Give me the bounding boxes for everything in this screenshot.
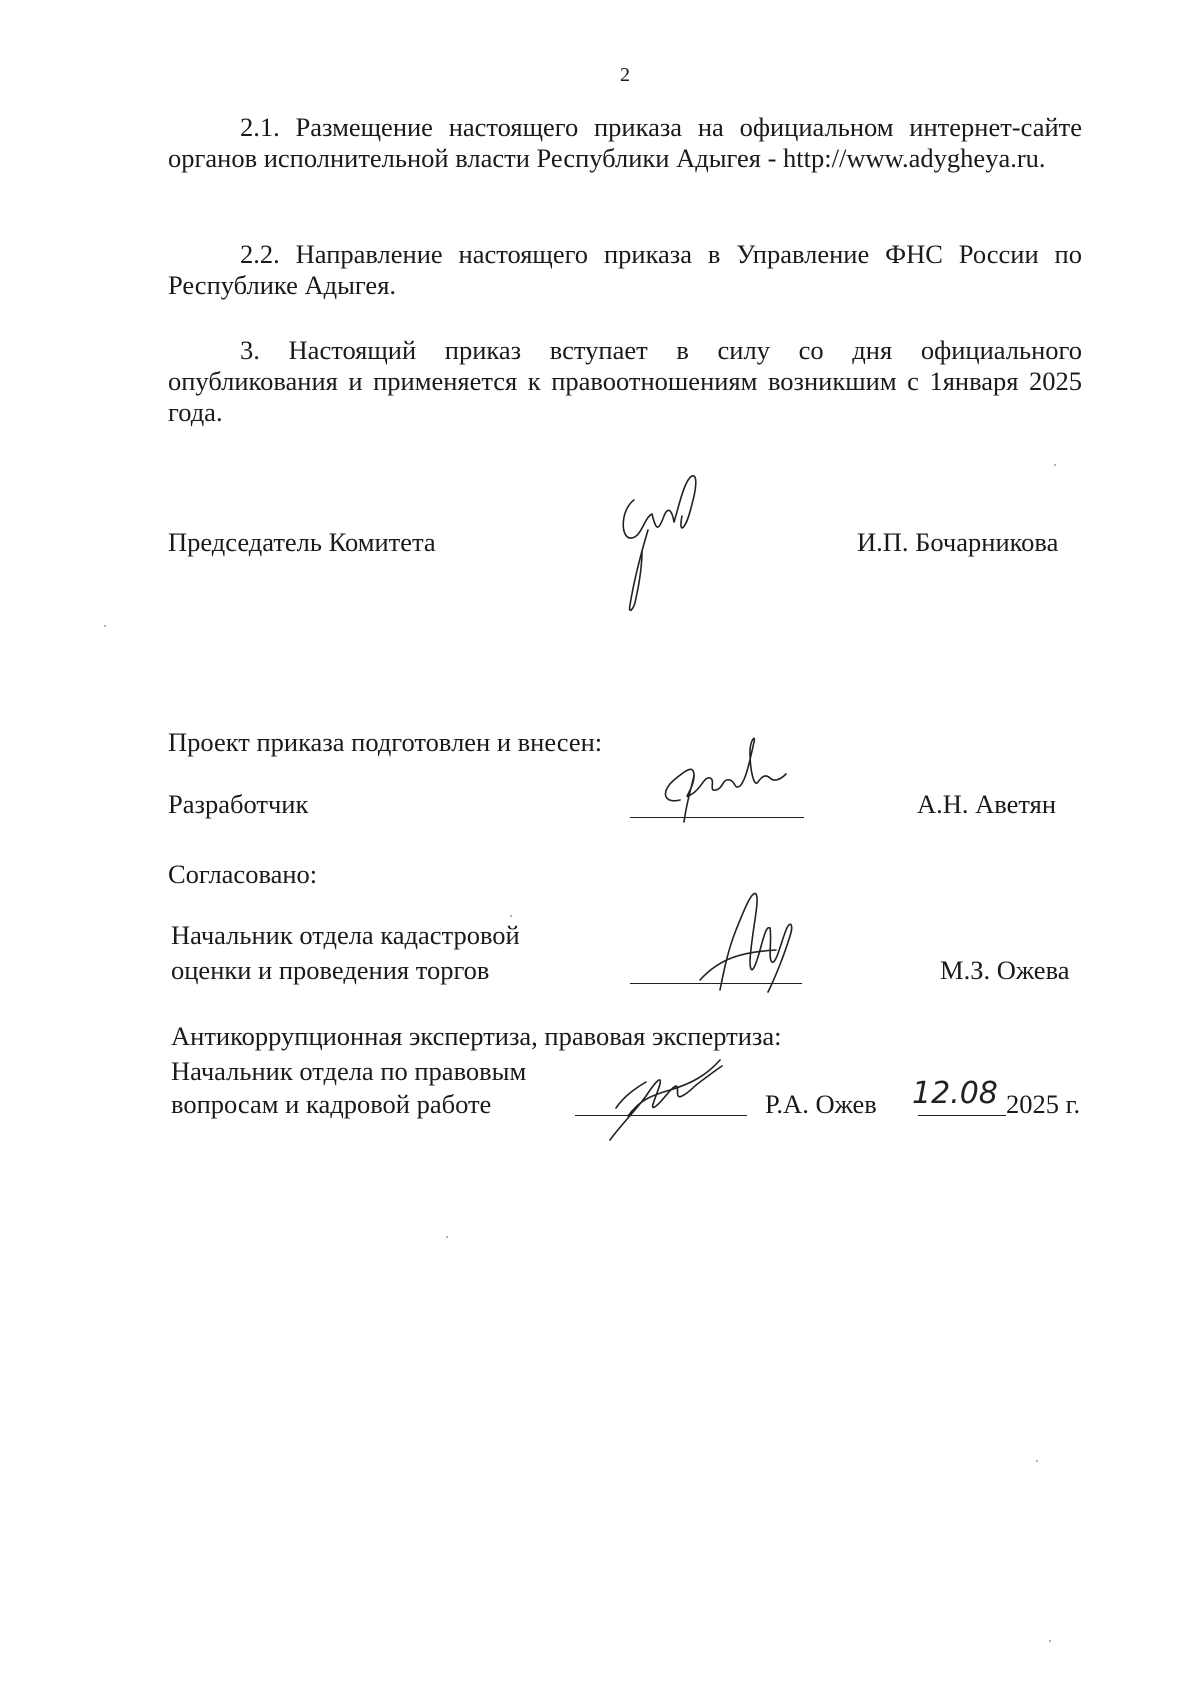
head1-name: М.З. Ожева — [940, 955, 1070, 985]
developer-signature — [650, 730, 810, 830]
scan-speck — [1036, 1460, 1038, 1462]
scan-speck — [446, 1236, 448, 1238]
paragraph-2-1: 2.1. Размещение настоящего приказа на официальном интернет-сайте органов исполнительной власти Республики Адыгея - http://www.adygheya.ru. — [168, 112, 1082, 173]
developer-name: А.Н. Аветян — [917, 789, 1057, 819]
date-line — [918, 1115, 1006, 1116]
handwritten-date: 12.08 — [912, 1076, 998, 1111]
scan-speck — [1049, 1640, 1051, 1642]
head2-name: Р.А. Ожев — [765, 1089, 877, 1119]
page-number: 2 — [620, 64, 630, 86]
head2-role-line2: вопросам и кадровой работе — [171, 1089, 492, 1119]
chairman-name: И.П. Бочарникова — [857, 527, 1059, 557]
head2-role-line1: Начальник отдела по правовым — [171, 1056, 527, 1086]
scan-speck — [1054, 464, 1056, 466]
developer-role: Разработчик — [168, 789, 309, 819]
project-heading: Проект приказа подготовлен и внесен: — [168, 727, 603, 757]
head2-signature-line — [575, 1115, 747, 1116]
head2-signature — [590, 1030, 730, 1145]
scan-speck — [104, 625, 106, 627]
agreed-heading: Согласовано: — [168, 859, 318, 889]
head1-role-line1: Начальник отдела кадастровой — [171, 920, 520, 950]
head1-role-line2: оценки и проведения торгов — [171, 955, 490, 985]
head1-signature-line — [630, 983, 802, 984]
date-year: 2025 г. — [1006, 1089, 1081, 1119]
developer-signature-line — [630, 817, 804, 818]
chairman-title: Председатель Комитета — [168, 527, 436, 557]
paragraph-2-2: 2.2. Направление настоящего приказа в Управление ФНС России по Республике Адыгея. — [168, 239, 1082, 300]
scan-speck — [510, 915, 512, 917]
head1-signature — [680, 880, 810, 1000]
chairman-signature — [612, 470, 722, 620]
paragraph-3: 3. Настоящий приказ вступает в силу со дня официального опубликования и применяется к правоотношениям возникшим с 1января 2025 года. — [168, 335, 1082, 427]
expertise-heading: Антикоррупционная экспертиза, правовая экспертиза: — [171, 1021, 782, 1051]
